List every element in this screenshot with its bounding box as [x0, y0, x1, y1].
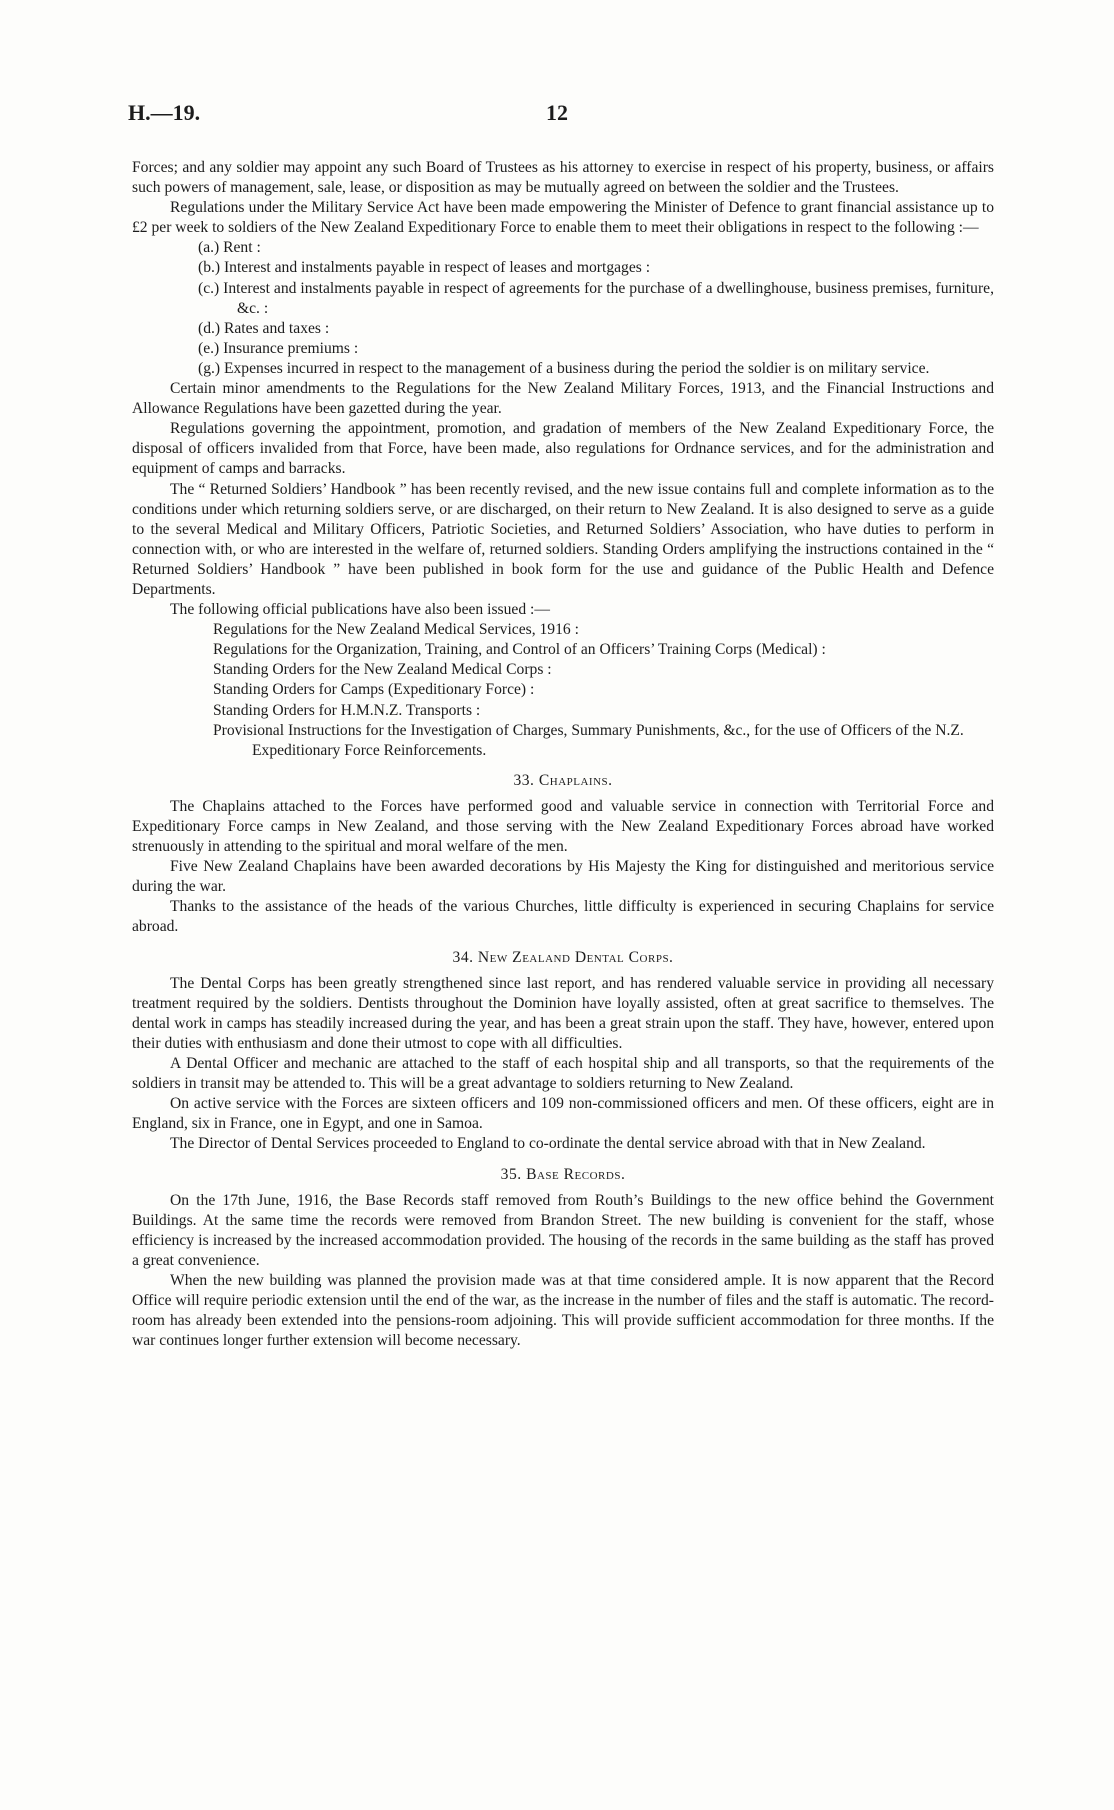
- dental-paragraph: A Dental Officer and mechanic are attached to the staff of each hospital ship and all transports, so that the requirements of the soldiers in transit may be attended to. This will be a great advantage to soldiers returning to New Zealand.: [132, 1055, 994, 1093]
- publication-item: Provisional Instructions for the Investigation of Charges, Summary Punishments, &c., for the use of Officers of the N.Z. Expeditionary Force Reinforcements.: [213, 721, 964, 759]
- publication-item: Regulations for the Organization, Training, and Control of an Officers’ Training Corps (Medical) :: [213, 641, 826, 659]
- amendments-paragraph: Certain minor amendments to the Regulations for the New Zealand Military Forces, 1913, and the Financial Instructions and Allowance Regulations have been gazetted during the year.: [132, 380, 994, 418]
- handbook-paragraph: The “ Returned Soldiers’ Handbook ” has been recently revised, and the new issue contains full and complete information as to the conditions under which returning soldiers serve, or are discharged, on their return to New Zealand. It is also designed to serve as a guide to the several Medical and Military Officers, Patriotic Societies, and Returned Soldiers’ Association, who have duties to perform in connection with, or who are interested in the welfare of, returned soldiers. Standing Orders amplifying the instructions contained in the “ Returned Soldiers’ Handbook ” have been published in book form for the use and guidance of the Public Health and Defence Departments.: [132, 480, 994, 598]
- section-title: Base Records.: [526, 1165, 626, 1183]
- publications-intro: The following official publications have also been issued :—: [170, 601, 550, 619]
- list-item: (c.) Interest and instalments payable in respect of agreements for the purchase of a dwellinghouse, business premises, furniture, &c. :: [198, 279, 994, 317]
- section-heading-chaplains: [132, 771, 994, 791]
- regulations-paragraph: Regulations under the Military Service Act have been made empowering the Minister of Defence to grant financial assistance up to £2 per week to soldiers of the New Zealand Expeditionary Force to enable them to meet their obligations in respect to the following :—: [132, 199, 994, 237]
- dental-paragraph: The Dental Corps has been greatly strengthened since last report, and has rendered valuable service in providing all necessary treatment required by the soldiers. Dentists throughout the Dominion have loyally assisted, often at great sacrifice to themselves. The dental work in camps has steadily increased during the year, and has been a great strain upon the staff. They have, however, entered upon their duties with enthusiasm and done their utmost to cope with all difficulties.: [132, 974, 994, 1052]
- page-number: 12: [546, 100, 568, 125]
- list-item: (d.) Rates and taxes :: [198, 319, 330, 337]
- chaplains-paragraph: The Chaplains attached to the Forces have performed good and valuable service in connection with Territorial Force and Expeditionary Force camps in New Zealand, and those serving with the New Zealand Expeditionary Forces abroad have worked strenuously in attending to the spiritual and moral welfare of the men.: [132, 797, 994, 856]
- continuation-paragraph: Forces; and any soldier may appoint any such Board of Trustees as his attorney to exercise in respect of his property, business, or affairs such powers of management, sale, lease, or disposition as may be mutually agreed on between the soldier and the Trustees.: [132, 159, 994, 197]
- section-number: 34.: [452, 948, 474, 966]
- list-item: (e.) Insurance premiums :: [198, 339, 359, 357]
- publication-item: Regulations for the New Zealand Medical Services, 1916 :: [213, 621, 579, 639]
- chaplains-paragraph: Thanks to the assistance of the heads of the various Churches, little difficulty is experienced in securing Chaplains for service abroad.: [132, 898, 994, 936]
- dental-paragraph: On active service with the Forces are sixteen officers and 109 non-commissioned officers and men. Of these officers, eight are in England, six in France, one in Egypt, and one in Samoa.: [132, 1095, 994, 1133]
- base-records-paragraph: When the new building was planned the provision made was at that time considered ample. It is now apparent that the Record Office will require periodic extension until the end of the war, as the increase in the number of files and the staff is automatic. The record-room has already been extended into the pensions-room adjoining. This will provide sufficient accommodation for three months. If the war continues longer further extension will become necessary.: [132, 1271, 994, 1350]
- section-title: Chaplains.: [538, 771, 613, 789]
- dental-paragraph: The Director of Dental Services proceeded to England to co-ordinate the dental service abroad with that in New Zealand.: [170, 1135, 926, 1153]
- section-number: 33.: [513, 771, 535, 789]
- section-heading-base-records: [132, 1165, 994, 1185]
- publication-item: Standing Orders for the New Zealand Medical Corps :: [213, 661, 552, 679]
- document-reference: H.—19.: [128, 100, 201, 125]
- appointment-paragraph: Regulations governing the appointment, promotion, and gradation of members of the New Zealand Expeditionary Force, the disposal of officers invalided from that Force, have been made, also regulations for Ordnance services, and for the administration and equipment of camps and barracks.: [132, 420, 994, 478]
- chaplains-paragraph: Five New Zealand Chaplains have been awarded decorations by His Majesty the King for distinguished and meritorious service during the war.: [132, 858, 994, 896]
- base-records-paragraph: On the 17th June, 1916, the Base Records staff removed from Routh’s Buildings to the new office behind the Government Buildings. At the same time the records were removed from Brandon Street. The new building is convenient for the staff, whose efficiency is increased by the increased accommodation provided. The housing of the records in the same building as the staff has proved a great convenience.: [132, 1191, 994, 1269]
- publication-item: Standing Orders for H.M.N.Z. Transports :: [213, 701, 481, 719]
- section-number: 35.: [500, 1165, 522, 1183]
- list-item: (a.) Rent :: [198, 239, 261, 257]
- section-title: New Zealand Dental Corps.: [477, 948, 674, 966]
- list-item: (b.) Interest and instalments payable in respect of leases and mortgages :: [198, 259, 651, 277]
- list-item: (g.) Expenses incurred in respect to the management of a business during the period the soldier is on military service.: [198, 359, 930, 377]
- page-header: [128, 100, 996, 132]
- section-heading-dental: [132, 948, 994, 968]
- publication-item: Standing Orders for Camps (Expeditionary Force) :: [213, 681, 535, 699]
- body-text: [132, 158, 994, 1351]
